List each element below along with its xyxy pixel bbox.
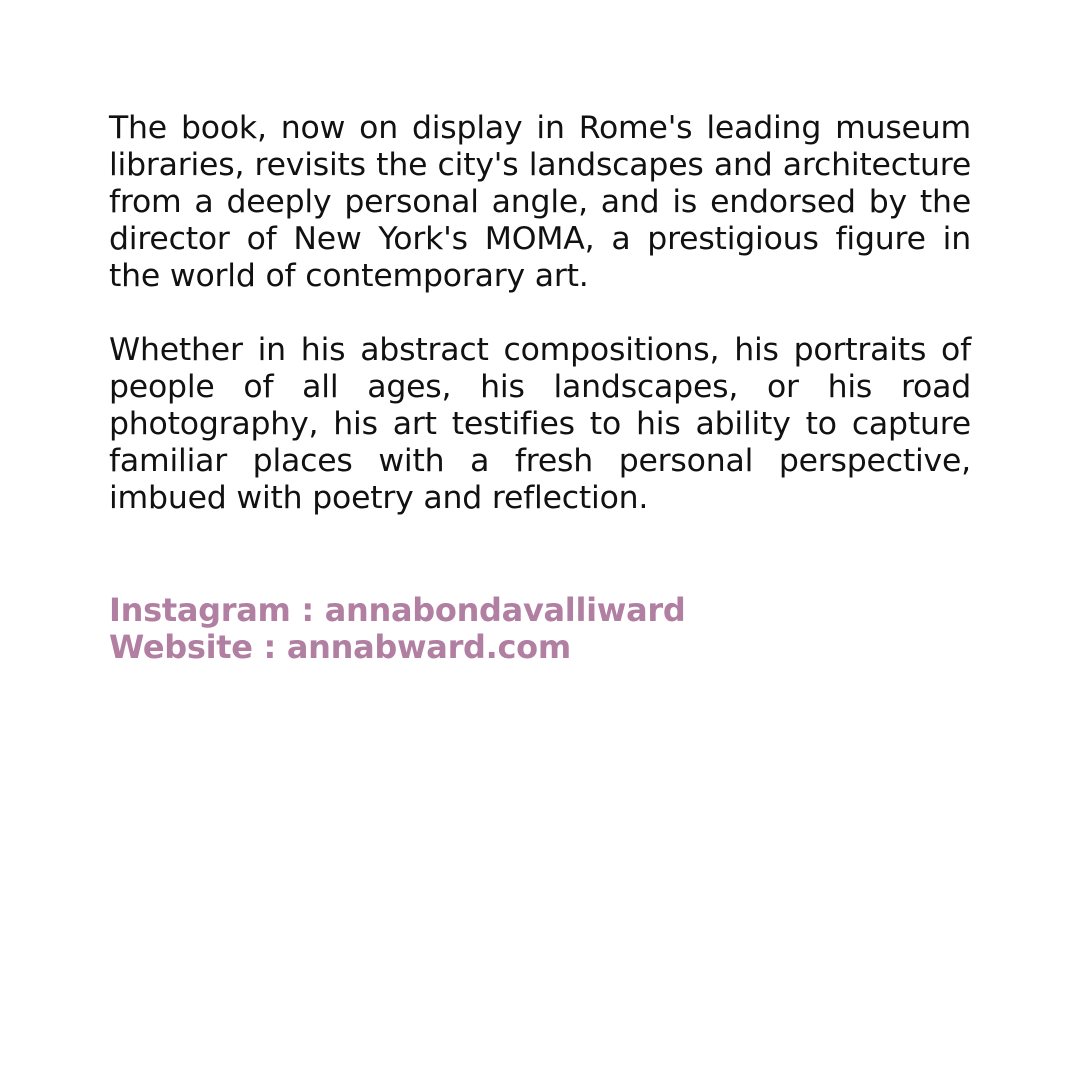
contact-links: [109, 592, 971, 666]
text-content: [109, 110, 971, 666]
paragraph-book-description: The book, now on display in Rome's leading museum libraries, revisits the city's landscapes and architecture from a deeply personal angle, and is endorsed by the director of New York's MOMA, a prestigious figure in the world of contemporary art.: [109, 110, 971, 294]
instagram-link[interactable]: Instagram : annabondavalliward: [109, 591, 686, 629]
website-link[interactable]: Website : annabward.com: [109, 628, 571, 666]
paragraph-art-description: Whether in his abstract compositions, his portraits of people of all ages, his landscapes, or his road photography, his art testifies to his ability to capture familiar places with a fresh personal perspective, imbued with poetry and reflection.: [109, 332, 971, 516]
